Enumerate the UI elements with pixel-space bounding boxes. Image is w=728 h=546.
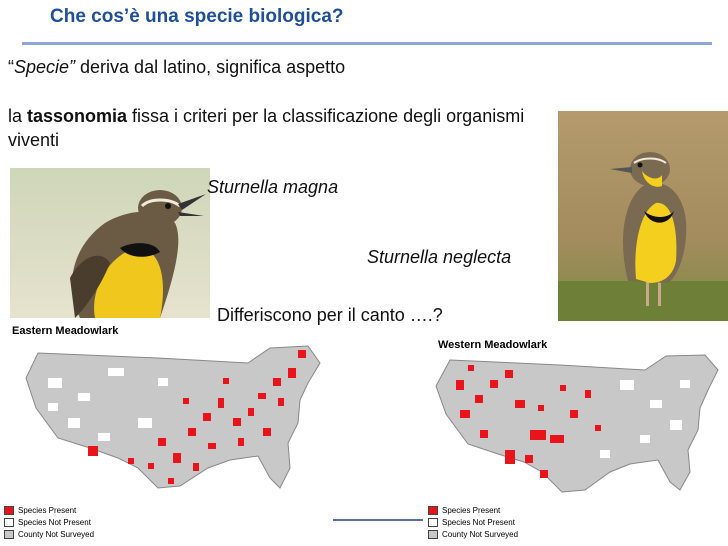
legend-not-surveyed-swatch [4, 530, 14, 539]
taxonomy-word: tassonomia [27, 106, 128, 126]
footer-rule [333, 519, 423, 521]
western-distribution-map [420, 350, 726, 505]
western-meadowlark-photo [558, 111, 728, 321]
eastern-map-title: Eastern Meadowlark [12, 325, 119, 337]
legend-present-swatch [4, 506, 14, 515]
specie-word: Specie” [14, 57, 76, 77]
definition-line [8, 57, 345, 78]
legend-not-surveyed-label: County Not Surveyed [18, 530, 95, 539]
legend-present-label: Species Present [442, 506, 501, 515]
eastern-meadowlark-photo [10, 168, 210, 318]
taxonomy-line [8, 104, 558, 152]
taxonomy-rest: fissa i criteri per la classificazione degli organismi viventi [8, 106, 525, 150]
taxonomy-pre: la [8, 106, 28, 126]
song-question: Differiscono per il canto ….? [217, 305, 443, 325]
legend-not-surveyed-label: County Not Surveyed [442, 530, 519, 539]
eastern-distribution-map [8, 338, 328, 503]
slide-title: Che cos’è una specie biologica? [50, 6, 344, 27]
legend-not-present-swatch [428, 518, 438, 527]
caption-sturnella-magna: Sturnella magna [207, 177, 339, 197]
legend-not-present-label: Species Not Present [442, 518, 515, 527]
eastern-map-legend [4, 506, 94, 542]
legend-present-label: Species Present [18, 506, 77, 515]
title-underline [22, 42, 712, 45]
legend-present-swatch [428, 506, 438, 515]
definition-rest: deriva dal latino, significa aspetto [75, 57, 346, 77]
legend-not-present-label: Species Not Present [18, 518, 91, 527]
legend-not-surveyed-swatch [428, 530, 438, 539]
legend-not-present-swatch [4, 518, 14, 527]
quote-mark: “ [8, 57, 14, 77]
caption-sturnella-neglecta: Sturnella neglecta [367, 247, 512, 267]
western-map-legend [428, 506, 518, 542]
western-map-title: Western Meadowlark [438, 339, 548, 351]
